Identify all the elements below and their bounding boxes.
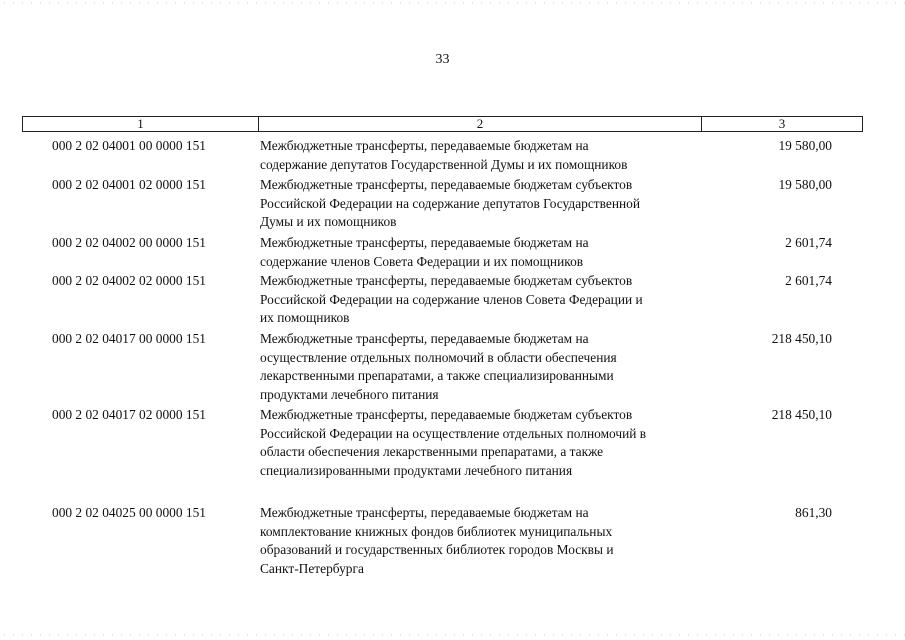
- row-description: [260, 406, 705, 480]
- description-line: Межбюджетные трансферты, передаваемые бюджетам субъектов: [260, 177, 633, 192]
- scan-artifact-bottom: [0, 634, 905, 636]
- amount: 19 580,00: [778, 138, 832, 153]
- column-header-2: 2: [259, 117, 702, 131]
- description-line: Российской Федерации на содержание членов Совета Федерации и: [260, 291, 643, 307]
- description-line: Думы и их помощников: [260, 214, 397, 230]
- row-description: [260, 234, 705, 271]
- amount: 861,30: [795, 505, 832, 520]
- table-header: [22, 116, 863, 132]
- budget-code: 000 2 02 04001 00 0000 151: [52, 138, 206, 153]
- description-line: Межбюджетные трансферты, передаваемые бюджетам субъектов: [260, 407, 633, 422]
- budget-code: 000 2 02 04002 00 0000 151: [52, 235, 206, 250]
- scan-artifact-top: [0, 2, 905, 4]
- row-description: [260, 330, 705, 404]
- amount: 19 580,00: [778, 177, 832, 192]
- description-line: Российской Федерации на содержание депутатов Государственной: [260, 195, 641, 211]
- amount: 218 450,10: [771, 331, 832, 346]
- description-line: лекарственными препаратами, а также специализированными: [260, 368, 614, 384]
- description-line: содержание членов Совета Федерации и их помощников: [260, 253, 584, 269]
- column-header-1: 1: [23, 117, 259, 131]
- budget-code: 000 2 02 04025 00 0000 151: [52, 505, 206, 520]
- description-line: комплектование книжных фондов библиотек муниципальных: [260, 523, 613, 539]
- page-number: 33: [435, 52, 450, 67]
- amount: 218 450,10: [771, 407, 832, 422]
- budget-code: 000 2 02 04017 02 0000 151: [52, 407, 206, 422]
- row-description: [260, 137, 705, 174]
- description-line: области обеспечения лекарственными препаратами, а также: [260, 444, 604, 460]
- description-line: Межбюджетные трансферты, передаваемые бюджетам на: [260, 505, 589, 520]
- row-description: [260, 176, 705, 232]
- amount: 2 601,74: [785, 235, 832, 250]
- description-line: специализированными продуктами лечебного питания: [260, 462, 573, 478]
- row-description: [260, 272, 705, 328]
- description-line: содержание депутатов Государственной Думы и их помощников: [260, 156, 628, 172]
- description-line: Российской Федерации на осуществление отдельных полномочий в: [260, 425, 647, 441]
- description-line: их помощников: [260, 310, 350, 326]
- row-description: [260, 504, 705, 578]
- budget-code: 000 2 02 04001 02 0000 151: [52, 177, 206, 192]
- description-line: образований и государственных библиотек городов Москвы и: [260, 542, 614, 558]
- description-line: Межбюджетные трансферты, передаваемые бюджетам на: [260, 235, 589, 250]
- budget-code: 000 2 02 04002 02 0000 151: [52, 273, 206, 288]
- description-line: продуктами лечебного питания: [260, 386, 439, 402]
- description-line: Межбюджетные трансферты, передаваемые бюджетам на: [260, 138, 589, 153]
- budget-code: 000 2 02 04017 00 0000 151: [52, 331, 206, 346]
- description-line: Санкт-Петербурга: [260, 560, 364, 576]
- amount: 2 601,74: [785, 273, 832, 288]
- description-line: осуществление отдельных полномочий в области обеспечения: [260, 349, 617, 365]
- description-line: Межбюджетные трансферты, передаваемые бюджетам субъектов: [260, 273, 633, 288]
- column-header-3: 3: [778, 116, 786, 131]
- description-line: Межбюджетные трансферты, передаваемые бюджетам на: [260, 331, 589, 346]
